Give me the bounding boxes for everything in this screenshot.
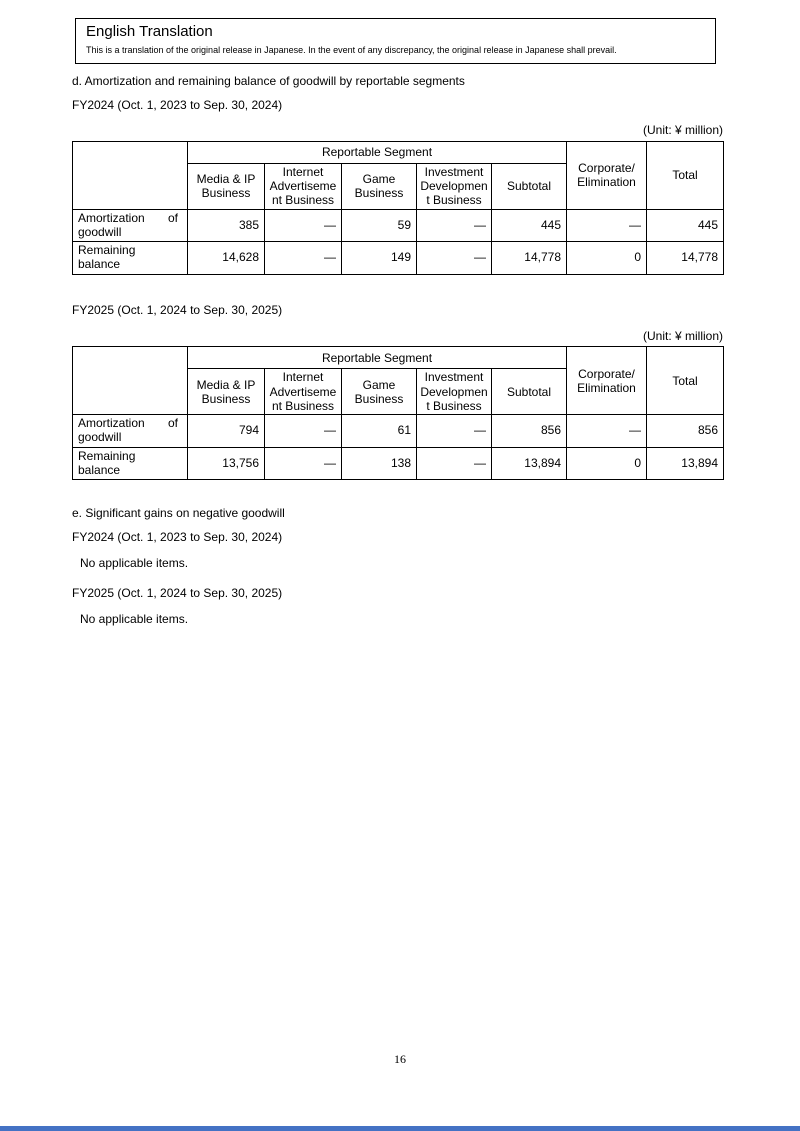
remaining-balance-row [73, 242, 724, 275]
translation-header-box [75, 18, 716, 64]
translation-title: English Translation [86, 23, 213, 40]
value-cell: 14,628 [188, 242, 265, 275]
corporate-elimination-header: Corporate/ Elimination [567, 347, 647, 415]
amortization-row [73, 415, 724, 448]
game-business-header: Game Business [342, 163, 417, 209]
value-cell: 0 [567, 242, 647, 275]
value-cell: — [265, 415, 342, 448]
corporate-elimination-header: Corporate/ Elimination [567, 141, 647, 209]
row-label-text: Amortization of goodwill [78, 210, 178, 239]
blank-corner-cell [73, 347, 188, 415]
section-e-fy2025-note: No applicable items. [80, 611, 189, 626]
remaining-balance-row [73, 447, 724, 480]
value-cell: — [265, 242, 342, 275]
media-ip-business-header: Media & IP Business [188, 369, 265, 415]
value-cell: — [417, 242, 492, 275]
value-cell: 14,778 [492, 242, 567, 275]
subtotal-header: Subtotal [492, 163, 567, 209]
internet-advertisement-business-header: Internet Advertisement Business [265, 163, 342, 209]
section-d-title: d. Amortization and remaining balance of goodwill by reportable segments [72, 74, 465, 88]
section-e-fy2024-label: FY2024 (Oct. 1, 2023 to Sep. 30, 2024) [72, 529, 283, 544]
fy2025-unit-label: (Unit: ¥ million) [642, 328, 723, 343]
subtotal-header: Subtotal [492, 369, 567, 415]
row-label-text: Remaining balance [78, 448, 136, 477]
value-cell: — [567, 209, 647, 242]
value-cell: — [265, 447, 342, 480]
section-e-fy2025-label: FY2025 (Oct. 1, 2024 to Sep. 30, 2025) [72, 586, 283, 601]
media-ip-business-header: Media & IP Business [188, 163, 265, 209]
internet-advertisement-business-header: Internet Advertisement Business [265, 369, 342, 415]
game-business-header: Game Business [342, 369, 417, 415]
value-cell: — [417, 415, 492, 448]
translation-disclaimer: This is a translation of the original release in Japanese. In the event of any discrepancy, the original release in Japanese shall prevail. [86, 44, 617, 55]
value-cell: 149 [342, 242, 417, 275]
reportable-segment-group-header: Reportable Segment [188, 347, 567, 369]
value-cell: 794 [188, 415, 265, 448]
amortization-row [73, 209, 724, 242]
investment-development-business-header: Investment Development Business [417, 369, 492, 415]
blank-corner-cell [73, 141, 188, 209]
value-cell: 385 [188, 209, 265, 242]
fy2024-period-label: FY2024 (Oct. 1, 2023 to Sep. 30, 2024) [72, 97, 283, 112]
value-cell: 138 [342, 447, 417, 480]
value-cell: 13,894 [647, 447, 724, 480]
value-cell: 0 [567, 447, 647, 480]
fy2024-goodwill-table [72, 141, 724, 275]
total-header: Total [647, 347, 724, 415]
page-number: 16 [394, 1052, 406, 1066]
value-cell: 445 [647, 209, 724, 242]
row-label [73, 447, 188, 480]
value-cell: — [417, 447, 492, 480]
value-cell: 445 [492, 209, 567, 242]
bottom-blue-bar [0, 1126, 800, 1131]
row-label-text: Remaining balance [78, 243, 136, 272]
row-label [73, 209, 188, 242]
fy2024-unit-label: (Unit: ¥ million) [642, 123, 723, 138]
fy2025-period-label: FY2025 (Oct. 1, 2024 to Sep. 30, 2025) [72, 302, 283, 317]
value-cell: — [265, 209, 342, 242]
reportable-segment-group-header: Reportable Segment [188, 141, 567, 163]
value-cell: — [417, 209, 492, 242]
section-e-title: e. Significant gains on negative goodwill [72, 506, 285, 521]
investment-development-business-header: Investment Development Business [417, 163, 492, 209]
row-label [73, 242, 188, 275]
row-label-text: Amortization of goodwill [78, 416, 178, 444]
page-content [72, 74, 723, 627]
section-e-fy2024-note: No applicable items. [80, 555, 189, 570]
value-cell: 13,894 [492, 447, 567, 480]
fy2025-goodwill-table [72, 346, 724, 480]
value-cell: — [567, 415, 647, 448]
row-label [73, 415, 188, 448]
value-cell: 61 [342, 415, 417, 448]
total-header: Total [647, 141, 724, 209]
value-cell: 14,778 [647, 242, 724, 275]
value-cell: 856 [492, 415, 567, 448]
value-cell: 856 [647, 415, 724, 448]
value-cell: 13,756 [188, 447, 265, 480]
value-cell: 59 [342, 209, 417, 242]
